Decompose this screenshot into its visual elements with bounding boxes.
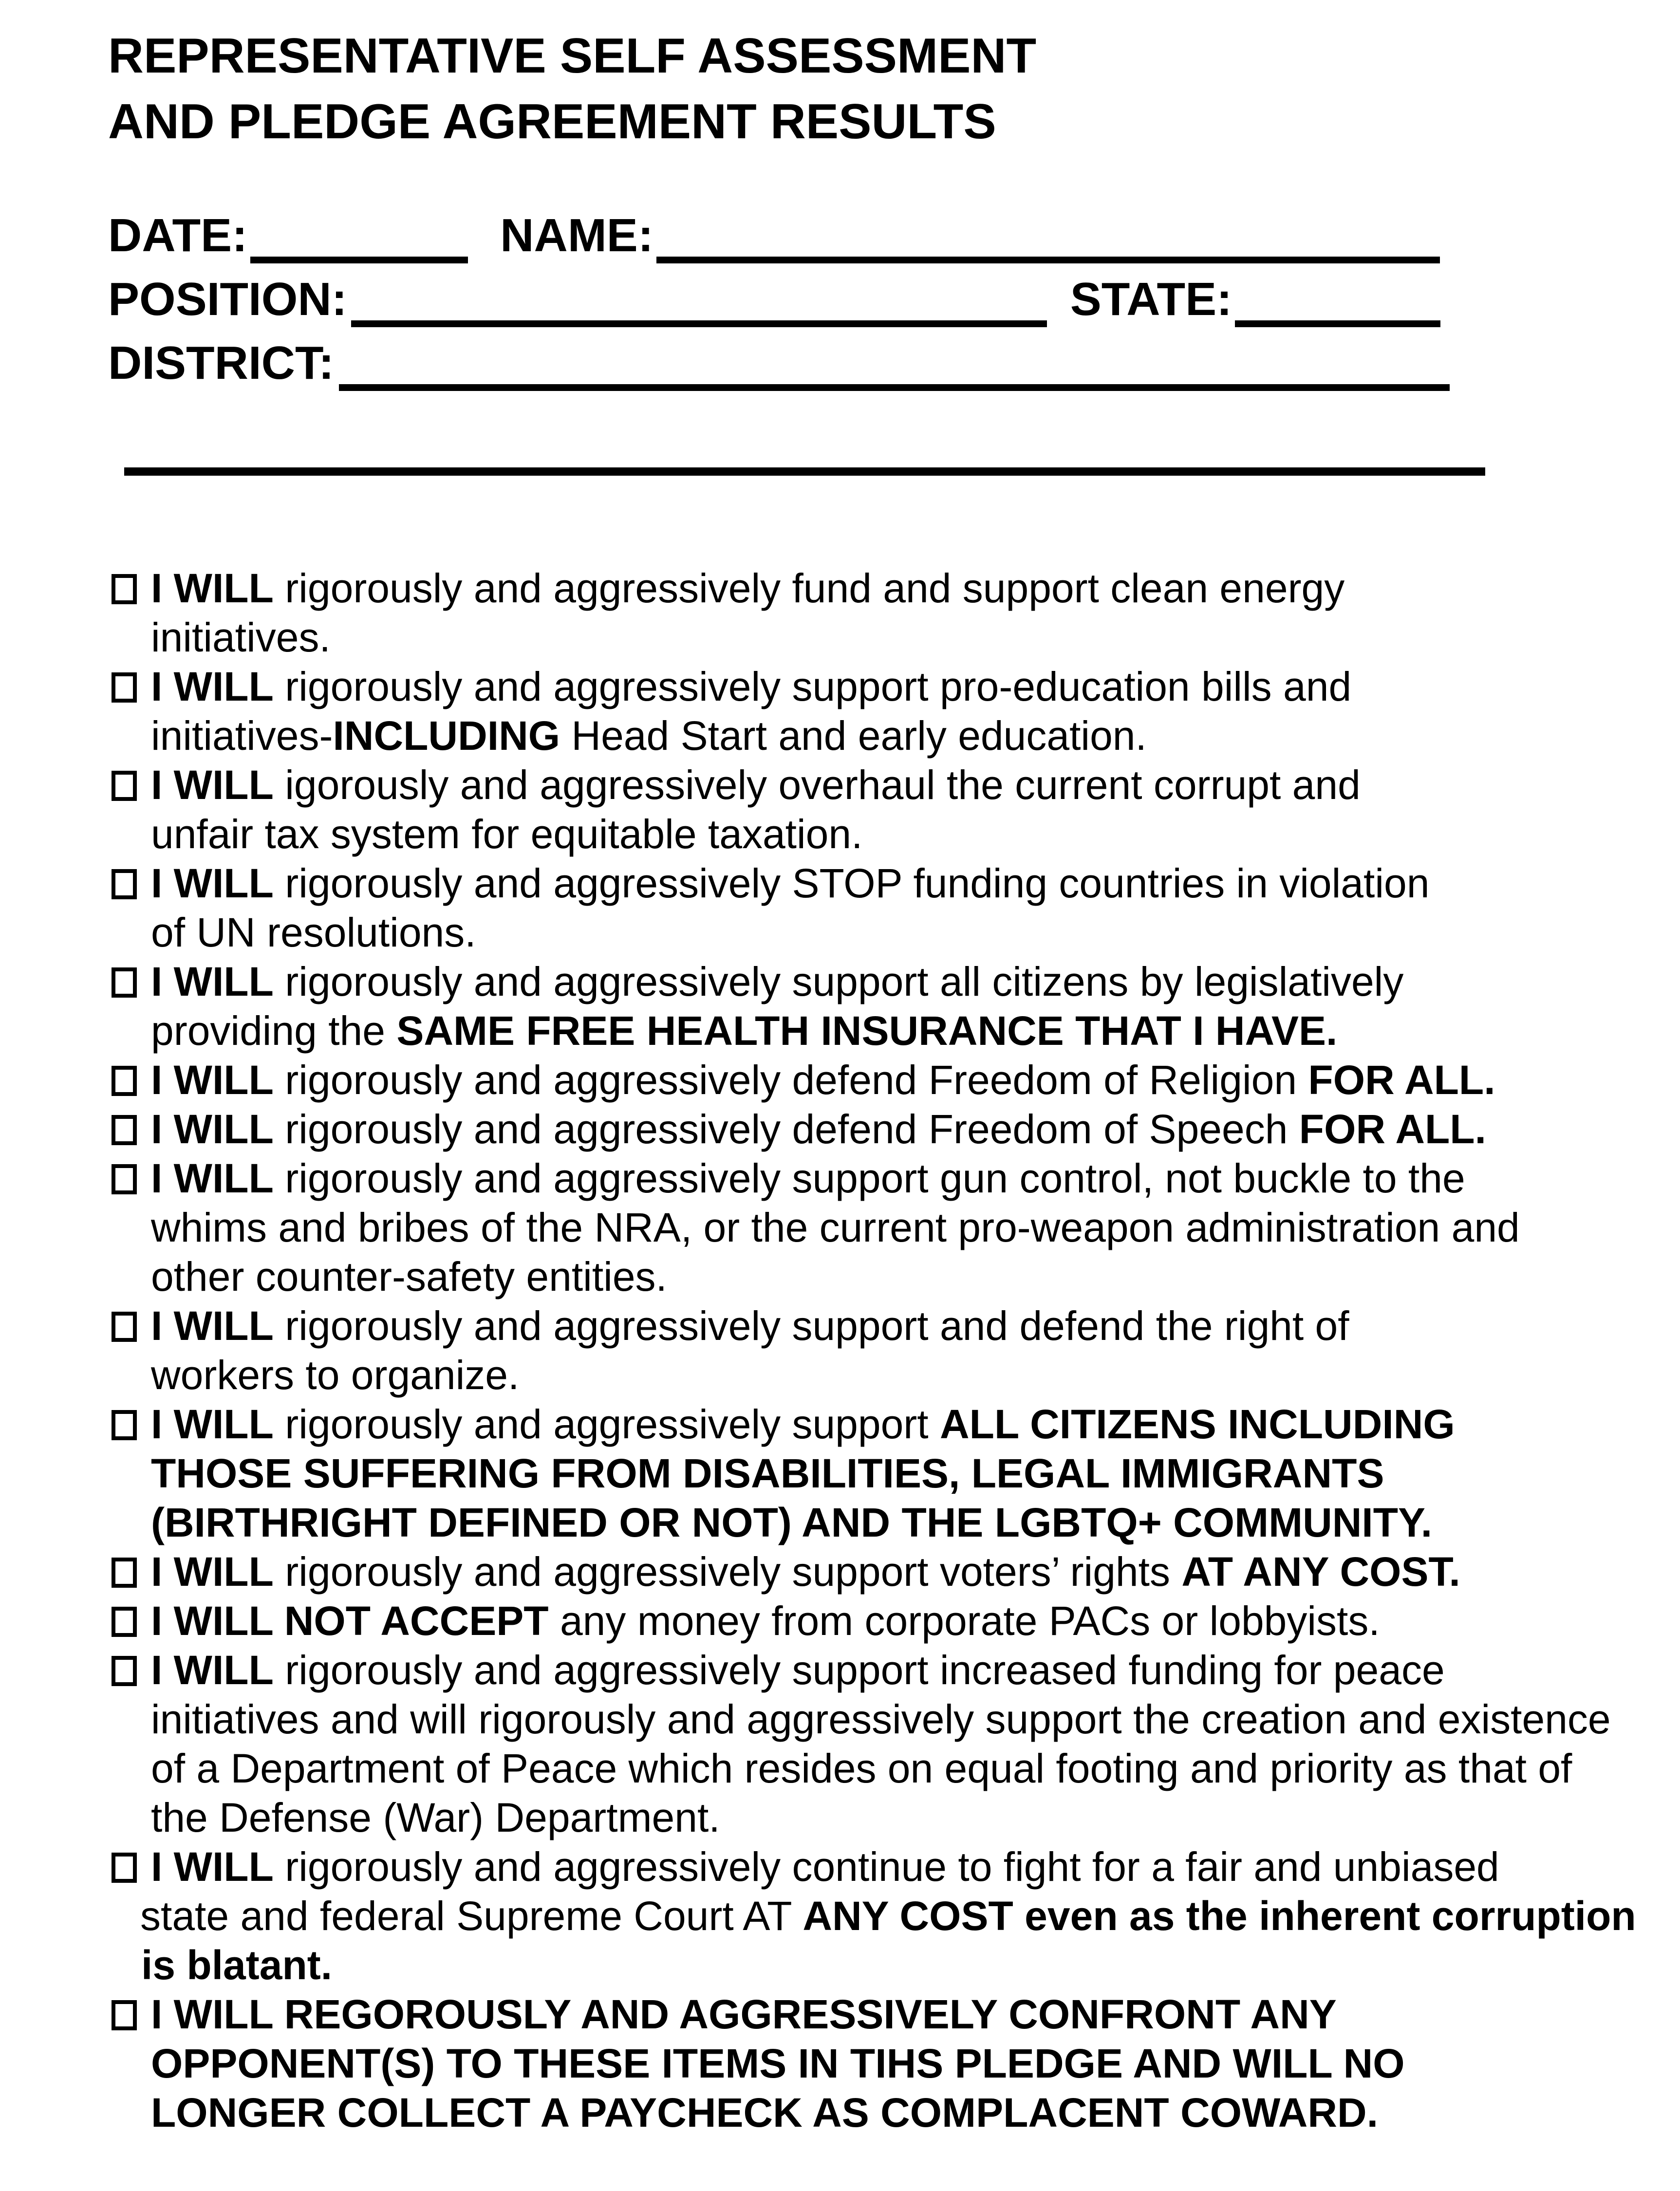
pledge-line <box>108 1154 1636 1203</box>
checkbox-icon[interactable] <box>112 1066 137 1096</box>
checkbox-icon[interactable] <box>112 1115 137 1145</box>
pledge-line <box>151 1793 1636 1842</box>
pledge-text-run: THOSE SUFFERING FROM DISABILITIES, LEGAL IMMIGRANTS <box>151 1450 1384 1496</box>
pledge-text-run: rigorously and aggressively fund and support clean energy <box>273 565 1345 611</box>
state-label: STATE: <box>1070 273 1232 325</box>
position-blank-line[interactable] <box>351 308 1047 327</box>
field-row-district <box>108 331 1636 395</box>
pledge-text-run: rigorously and aggressively support and defend the right of <box>273 1303 1349 1349</box>
pledge-text-run: I WILL NOT ACCEPT <box>151 1598 549 1644</box>
pledge-text-run: initiatives. <box>151 614 331 660</box>
pledge-text-run: I WILL <box>151 762 274 808</box>
checkbox-icon[interactable] <box>112 1312 137 1342</box>
pledge-line <box>108 1056 1636 1105</box>
section-divider <box>124 467 1485 476</box>
pledge-text-run: I WILL <box>151 1549 274 1595</box>
pledge-text-run: rigorously and aggressively defend Freedom of Religion <box>273 1057 1308 1103</box>
pledge-text-run: rigorously and aggressively support <box>273 1401 940 1447</box>
checkbox-icon[interactable] <box>112 1607 137 1637</box>
pledge-line <box>108 957 1636 1006</box>
pledge-item <box>108 662 1636 761</box>
checkbox-icon[interactable] <box>112 967 137 998</box>
pledge-line <box>151 1006 1636 1056</box>
pledge-text-run: FOR ALL. <box>1308 1057 1495 1103</box>
pledge-text-run: I WILL REGOROUSLY AND AGGRESSIVELY CONFRONT ANY <box>151 1991 1337 2037</box>
pledge-item <box>108 1105 1636 1154</box>
pledge-text-run: workers to organize. <box>151 1352 520 1398</box>
pledge-item <box>108 761 1636 859</box>
pledge-text-run: is blatant. <box>141 1942 333 1988</box>
pledge-text-run: I WILL <box>151 1057 274 1103</box>
pledge-text-run: (BIRTHRIGHT DEFINED OR NOT) AND THE LGBTQ+ COMMUNITY. <box>151 1500 1433 1545</box>
pledge-line <box>151 810 1636 859</box>
position-label: POSITION: <box>108 273 347 325</box>
pledge-text-run: rigorously and aggressively STOP funding countries in violation <box>273 860 1430 906</box>
header-fields <box>108 204 1636 395</box>
pledge-line <box>151 1744 1636 1793</box>
pledge-line <box>151 1449 1636 1498</box>
pledge-text-run: I WILL <box>151 860 274 906</box>
pledge-text-run: ANY COST even as the inherent corruption <box>803 1893 1636 1939</box>
pledge-text-run: rigorously and aggressively defend Freedom of Speech <box>273 1106 1299 1152</box>
checkbox-icon[interactable] <box>112 1558 137 1588</box>
pledge-text-run: I WILL <box>151 1647 274 1693</box>
checkbox-icon[interactable] <box>112 2000 137 2030</box>
checkbox-icon[interactable] <box>112 1656 137 1686</box>
checkbox-icon[interactable] <box>112 771 137 801</box>
pledge-text-run: igorously and aggressively overhaul the current corrupt and <box>273 762 1361 808</box>
pledge-text-run: I WILL <box>151 1401 274 1447</box>
pledge-line <box>151 1695 1636 1744</box>
pledge-text-run: other counter-safety entities. <box>151 1254 667 1300</box>
page-title <box>108 0 1636 155</box>
pledge-text-run: the Defense (War) Department. <box>151 1795 720 1840</box>
pledge-text-run: ALL CITIZENS INCLUDING <box>939 1401 1455 1447</box>
pledge-text-run: OPPONENT(S) TO THESE ITEMS IN TIHS PLEDGE AND WILL NO <box>151 2041 1405 2086</box>
pledge-item <box>108 1400 1636 1547</box>
pledge-text-run: unfair tax system for equitable taxation. <box>151 811 863 857</box>
field-row-date-name <box>108 204 1636 267</box>
pledge-text-run: rigorously and aggressively continue to fight for a fair and unbiased <box>273 1844 1499 1890</box>
pledge-line <box>108 1990 1636 2039</box>
pledge-text-run: I WILL <box>151 565 274 611</box>
pledge-text-run: rigorously and aggressively support increased funding for peace <box>273 1647 1445 1693</box>
pledge-text-run: I WILL <box>151 1303 274 1349</box>
pledge-text-run: SAME FREE HEALTH INSURANCE THAT I HAVE. <box>396 1008 1338 1054</box>
pledge-line <box>108 1646 1636 1695</box>
page-title-line-1: REPRESENTATIVE SELF ASSESSMENT <box>108 29 1037 83</box>
pledge-line <box>108 1301 1636 1351</box>
pledge-text-run: I WILL <box>151 1106 274 1152</box>
pledge-line <box>151 711 1636 761</box>
pledge-item <box>108 1646 1636 1842</box>
pledge-line <box>151 1351 1636 1400</box>
pledge-text-run: whims and bribes of the NRA, or the current pro-weapon administration and <box>151 1205 1520 1250</box>
pledge-line <box>108 1842 1636 1892</box>
pledge-text-run: INCLUDING <box>333 713 560 759</box>
pledge-text-run: I WILL <box>151 1844 274 1890</box>
state-blank-line[interactable] <box>1235 308 1440 327</box>
pledge-line <box>108 662 1636 711</box>
pledge-text-run: initiatives- <box>151 713 333 759</box>
checkbox-icon[interactable] <box>112 672 137 703</box>
name-blank-line[interactable] <box>656 244 1440 263</box>
pledge-text-run: I WILL <box>151 959 274 1004</box>
pledge-text-run: AT ANY COST. <box>1181 1549 1460 1595</box>
page-title-line-2: AND PLEDGE AGREEMENT RESULTS <box>108 94 996 149</box>
pledge-line <box>151 1203 1636 1252</box>
pledge-text-run: I WILL <box>151 664 274 709</box>
pledge-text-run: Head Start and early education. <box>560 713 1147 759</box>
pledge-line <box>140 1892 1636 1941</box>
pledge-line <box>108 1597 1636 1646</box>
pledge-item <box>108 1154 1636 1301</box>
district-blank-line[interactable] <box>339 372 1450 391</box>
pledge-text-run: rigorously and aggressively support voters’ rights <box>273 1549 1182 1595</box>
checkbox-icon[interactable] <box>112 1853 137 1883</box>
pledge-line <box>108 859 1636 908</box>
name-label: NAME: <box>500 209 653 261</box>
checkbox-icon[interactable] <box>112 1410 137 1440</box>
pledge-text-run: of a Department of Peace which resides on equal footing and priority as that of <box>151 1745 1572 1791</box>
pledge-line <box>108 1400 1636 1449</box>
pledge-item <box>108 1547 1636 1597</box>
checkbox-icon[interactable] <box>112 869 137 899</box>
pledge-text-run: of UN resolutions. <box>151 910 476 955</box>
pledge-text-run: FOR ALL. <box>1299 1106 1486 1152</box>
pledge-text-run: rigorously and aggressively support gun control, not buckle to the <box>273 1155 1465 1201</box>
pledge-line <box>108 761 1636 810</box>
pledge-text-run: initiatives and will rigorously and aggressively support the creation and existence <box>151 1696 1611 1742</box>
pledge-item <box>108 564 1636 662</box>
pledge-line <box>151 908 1636 957</box>
pledge-line <box>151 2088 1636 2137</box>
pledge-line <box>108 564 1636 613</box>
pledge-text-run: state and federal Supreme Court AT <box>140 1893 803 1939</box>
pledge-text-run: LONGER COLLECT A PAYCHECK AS COMPLACENT COWARD. <box>151 2090 1379 2135</box>
field-row-position-state <box>108 267 1636 331</box>
district-label: DISTRICT: <box>108 337 334 389</box>
pledge-item <box>108 1597 1636 1646</box>
pledge-line <box>108 1547 1636 1597</box>
pledge-item <box>108 1842 1636 1990</box>
pledge-item <box>108 1301 1636 1400</box>
pledge-text-run: rigorously and aggressively support pro-education bills and <box>273 664 1352 709</box>
pledge-text-run: any money from corporate PACs or lobbyists. <box>548 1598 1380 1644</box>
checkbox-icon[interactable] <box>112 1164 137 1194</box>
pledge-text-run: rigorously and aggressively support all citizens by legislatively <box>273 959 1404 1004</box>
pledge-item <box>108 1056 1636 1105</box>
pledge-line <box>151 1498 1636 1547</box>
pledge-text-run: providing the <box>151 1008 397 1054</box>
pledge-line <box>108 1105 1636 1154</box>
pledge-item <box>108 1990 1636 2137</box>
pledge-item <box>108 957 1636 1056</box>
pledge-line <box>151 2039 1636 2088</box>
date-blank-line[interactable] <box>250 244 468 263</box>
pledge-list <box>108 564 1636 2137</box>
date-label: DATE: <box>108 209 248 261</box>
pledge-text-run: I WILL <box>151 1155 274 1201</box>
pledge-line <box>151 1252 1636 1301</box>
pledge-line <box>141 1941 1636 1990</box>
pledge-item <box>108 859 1636 957</box>
pledge-line <box>151 613 1636 662</box>
checkbox-icon[interactable] <box>112 574 137 604</box>
